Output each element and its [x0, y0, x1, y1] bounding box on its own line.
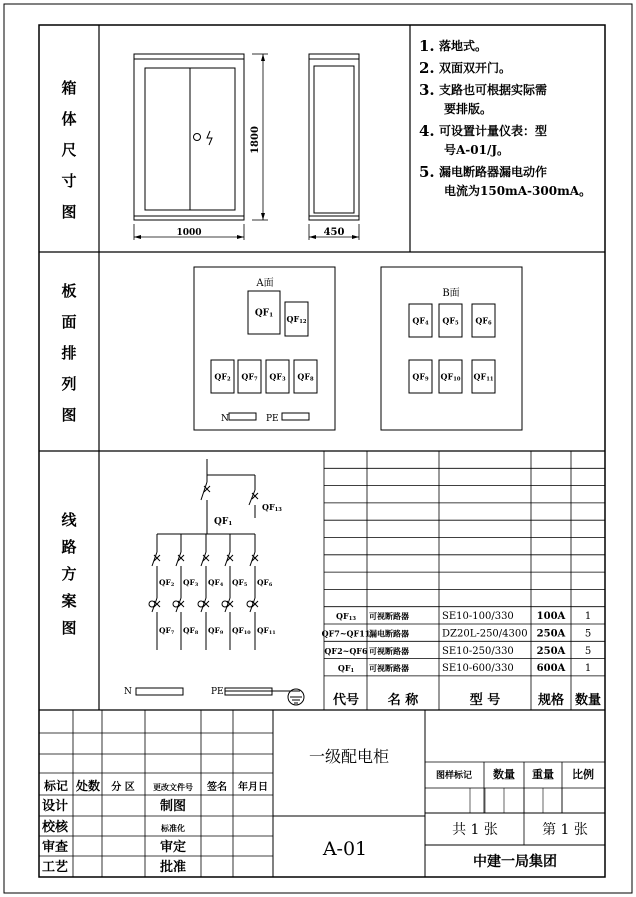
- total-sheets: 共 1 张: [452, 822, 498, 838]
- panel-a-n-label: N: [221, 414, 229, 424]
- revision-header: 分 区: [111, 782, 135, 793]
- section-char: 线: [61, 511, 77, 529]
- revision-header: 标记: [43, 779, 69, 793]
- right-header: 重量: [532, 768, 554, 781]
- part-qty: 5: [584, 628, 592, 640]
- note-text: 支路也可根据实际需: [439, 83, 548, 97]
- company-name: 中建一局集团: [473, 854, 557, 870]
- note-number: 3.: [419, 81, 435, 99]
- drawing-title: 一级配电柜: [308, 747, 390, 766]
- breaker-label: QF2: [214, 371, 231, 383]
- section-char: 图: [61, 203, 77, 221]
- revision-header: 年月日: [238, 782, 268, 793]
- circuit-diagram: [124, 459, 304, 705]
- depth-dimension: [309, 224, 359, 240]
- part-code: QF2~QF6: [324, 645, 368, 656]
- revision-header: 签名: [207, 782, 227, 793]
- circuit-branch-label-bottom: QF10: [232, 626, 251, 636]
- circuit-branch-label-bottom: QF8: [183, 626, 199, 636]
- breaker-label: QF4: [412, 315, 429, 327]
- panel-a-title: A面: [256, 278, 274, 289]
- note-text: 可设置计量仪表：型: [439, 124, 548, 138]
- part-name: 可视断路器: [369, 663, 409, 674]
- part-qty: 5: [584, 645, 592, 657]
- role-left: 设计: [41, 799, 69, 814]
- section-char: 板: [61, 282, 77, 300]
- circuit-branch-label-bottom: QF9: [208, 626, 224, 636]
- breaker-label: QF9: [412, 371, 429, 383]
- circuit-branch-label-top: QF4: [208, 578, 224, 588]
- circuit-branch: [247, 534, 276, 650]
- part-name: 漏电断路器: [369, 628, 409, 639]
- circuit-branch: [173, 534, 199, 650]
- section-label-panel: [61, 282, 76, 424]
- breaker-label: QF6: [475, 315, 492, 327]
- section-label-circuit: [61, 511, 77, 637]
- panel-a-face: [194, 267, 335, 430]
- role-left: 校核: [41, 820, 69, 835]
- part-model: SE10-600/330: [442, 663, 514, 675]
- section-label-box-size: [61, 79, 76, 221]
- note-text: 落地式。: [439, 39, 488, 53]
- part-code: QF7~QF11: [321, 628, 371, 639]
- part-spec: 100A: [536, 611, 566, 623]
- note-text: 要排版。: [444, 102, 493, 116]
- part-name: 可视断路器: [369, 611, 409, 622]
- part-model: SE10-100/330: [442, 611, 514, 623]
- part-code: QF1: [337, 663, 355, 675]
- part-spec: 250A: [536, 645, 566, 657]
- note-number: 2.: [419, 59, 435, 77]
- cabinet-front-view: [134, 54, 244, 220]
- part-code: QF13: [336, 611, 356, 623]
- section-char: 路: [61, 538, 77, 556]
- circuit-branch-label-bottom: QF11: [257, 626, 276, 636]
- sheet-number: 第 1 张: [542, 822, 588, 838]
- part-name: 可视断路器: [369, 645, 409, 656]
- height-dimension: [250, 54, 268, 220]
- role-left: 工艺: [41, 860, 69, 875]
- height-label: 1800: [250, 126, 261, 154]
- circuit-n-bar: [136, 688, 183, 695]
- header-spec: 规格: [537, 693, 565, 708]
- panel-b-title: B面: [442, 288, 460, 299]
- breaker-label: QF3: [269, 371, 286, 383]
- circuit-branch: [198, 534, 224, 650]
- door-lock: [194, 134, 201, 141]
- section-char: 排: [61, 344, 77, 362]
- note-text: 号A-01/J。: [444, 143, 510, 157]
- note-number: 5.: [419, 163, 435, 181]
- panel-a-pe-label: PE: [266, 414, 279, 424]
- section-char: 体: [61, 110, 77, 128]
- role-mid: 审定: [159, 840, 187, 855]
- width-label: 1000: [176, 228, 202, 238]
- revision-header: 更改文件号: [153, 782, 193, 792]
- circuit-n-label: N: [124, 687, 132, 697]
- breaker-label: QF11: [473, 371, 494, 383]
- section-char: 面: [61, 313, 77, 331]
- panel-a-pe-bar: [282, 413, 309, 420]
- breaker-label: QF10: [440, 371, 461, 383]
- part-spec: 250A: [536, 628, 566, 640]
- section-char: 箱: [61, 79, 77, 97]
- drawing-number: A-01: [322, 838, 368, 860]
- header-model: 型 号: [469, 693, 501, 708]
- part-model: DZ20L-250/4300: [442, 628, 528, 640]
- role-mid: 批准: [159, 860, 187, 875]
- lightning-icon: [207, 131, 212, 145]
- part-qty: 1: [584, 611, 592, 623]
- role-mid: 制图: [159, 799, 187, 814]
- panel-b-face: [381, 267, 522, 430]
- circuit-branch-label-top: QF6: [257, 578, 273, 588]
- section-char: 尺: [61, 141, 77, 159]
- parts-table: [322, 451, 605, 710]
- header-code: 代号: [332, 693, 360, 708]
- cabinet-side-view: [309, 54, 359, 220]
- right-header: 数量: [493, 768, 515, 781]
- right-header: 图样标记: [435, 771, 473, 781]
- circuit-branch-label-top: QF5: [232, 578, 248, 588]
- note-text: 双面双开门。: [439, 61, 512, 75]
- role-mid: 标准化: [161, 823, 185, 833]
- circuit-main-label: QF1: [214, 517, 233, 527]
- part-spec: 600A: [536, 663, 566, 675]
- circuit-branch-label-top: QF3: [183, 578, 199, 588]
- breaker-label: QF5: [442, 315, 459, 327]
- section-char: 列: [61, 375, 77, 393]
- note-text: 电流为150mA-300mA。: [444, 184, 592, 198]
- right-header: 比例: [572, 768, 594, 781]
- circuit-branch-label-bottom: QF7: [159, 626, 175, 636]
- revision-header: 处数: [75, 779, 101, 793]
- breaker-label: QF12: [286, 313, 307, 325]
- role-left: 审查: [41, 840, 69, 855]
- section-char: 方: [61, 565, 77, 583]
- section-char: 寸: [61, 172, 77, 190]
- part-qty: 1: [584, 663, 592, 675]
- note-text: 漏电断路器漏电动作: [439, 165, 548, 179]
- circuit-side-label: QF13: [262, 502, 282, 513]
- section-char: 案: [61, 592, 77, 610]
- circuit-branch: [222, 534, 251, 650]
- section-char: 图: [61, 406, 77, 424]
- note-number: 1.: [419, 37, 435, 55]
- section-char: 图: [61, 619, 77, 637]
- circuit-branch: [149, 534, 174, 650]
- note-number: 4.: [419, 122, 435, 140]
- panel-a-n-bar: [229, 413, 256, 420]
- circuit-pe-label: PE: [211, 687, 224, 697]
- part-model: SE10-250/330: [442, 645, 514, 657]
- depth-label: 450: [323, 227, 345, 238]
- header-name: 名 称: [387, 693, 419, 708]
- breaker-label: QF8: [297, 371, 314, 383]
- breaker-label: QF7: [241, 371, 258, 383]
- notes-list: [419, 37, 591, 198]
- breaker-label: QF1: [254, 308, 274, 319]
- header-qty: 数量: [574, 693, 602, 708]
- title-block: [39, 710, 605, 877]
- width-dimension: [134, 224, 244, 240]
- circuit-branch-label-top: QF2: [159, 578, 175, 588]
